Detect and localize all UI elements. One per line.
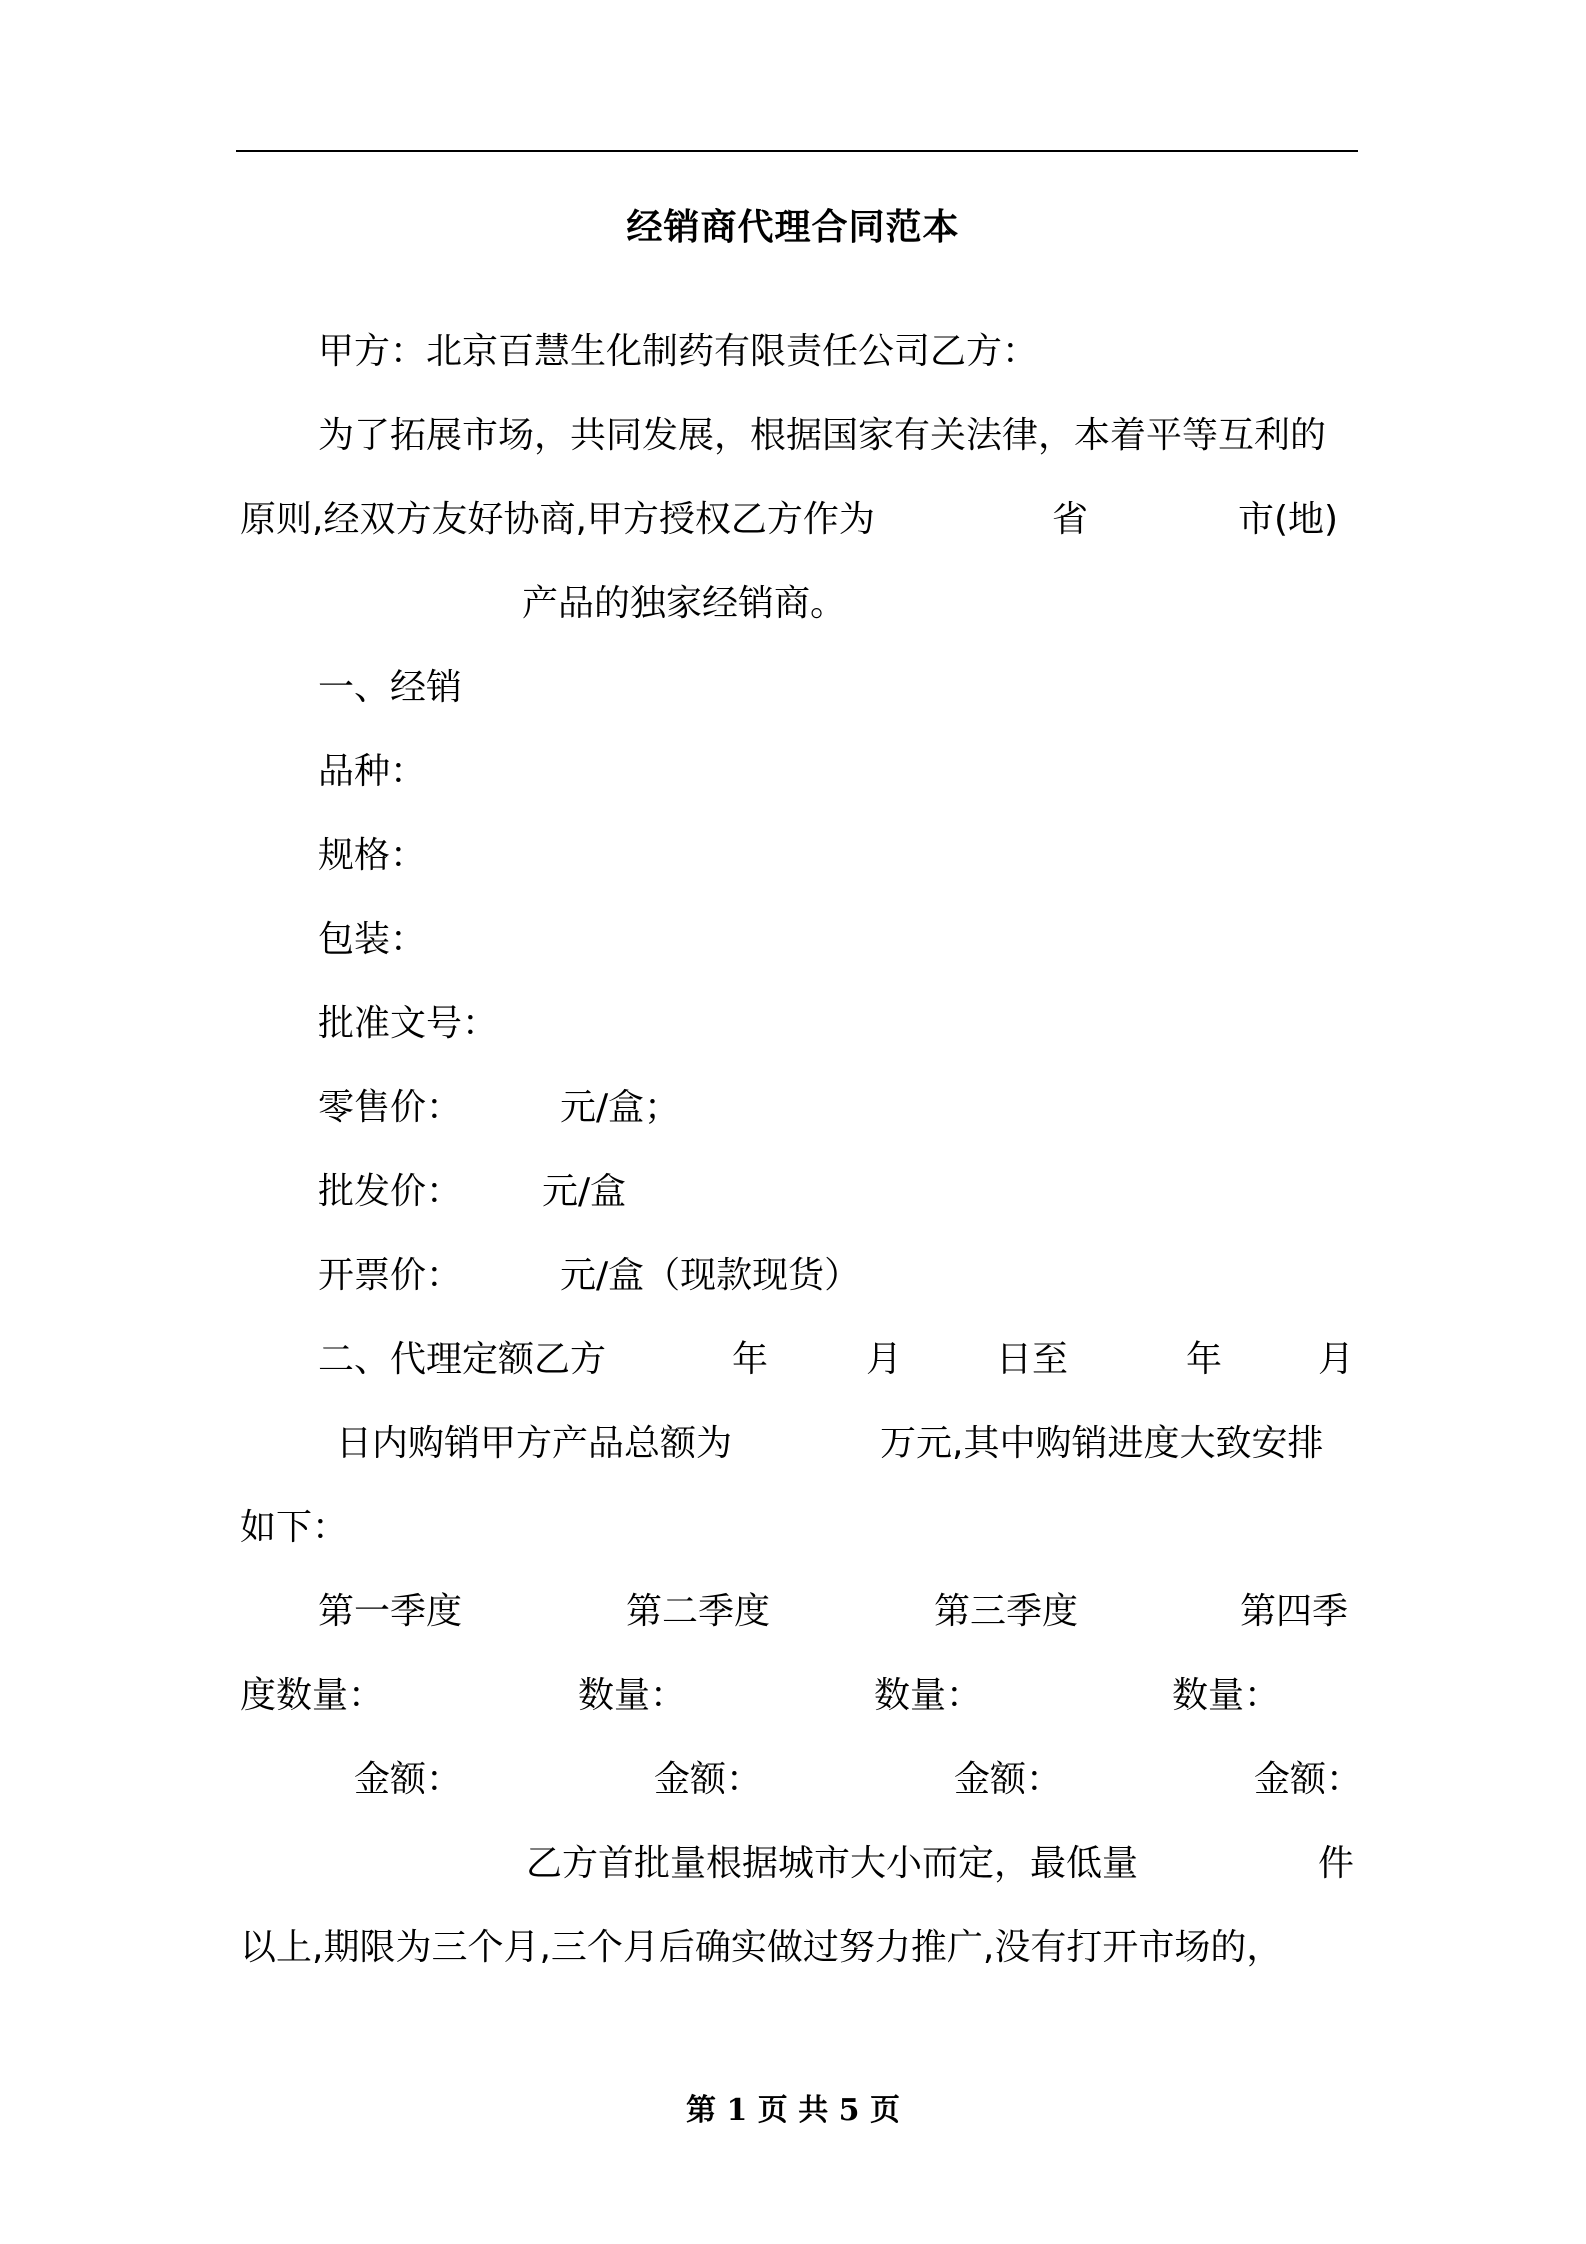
quarter-1-label: 第一季度 (318, 1591, 463, 1632)
intro-text-1: 为了拓展市场，共同发展，根据国家有关法律，本着平等互利的 (318, 415, 1327, 456)
amount-3-label: 金额： (954, 1759, 1063, 1800)
quarter-4-label: 第四季 (1240, 1591, 1349, 1632)
amount-2-label: 金额： (654, 1759, 763, 1800)
amount-4-label: 金额： (1254, 1759, 1363, 1800)
intro-city: 市(地) (1238, 499, 1339, 540)
variety-label: 品种： (318, 751, 427, 792)
quota-year-1: 年 (732, 1339, 769, 1380)
intro-line-2 (240, 490, 1358, 550)
retail-price-unit: 元/盒； (560, 1087, 681, 1128)
quota-day-to: 日至 (996, 1339, 1069, 1380)
quarter-3-label: 第三季度 (934, 1591, 1079, 1632)
intro-line-1 (318, 406, 1358, 466)
quota-month-1: 月 (866, 1339, 903, 1380)
quota-year-2: 年 (1186, 1339, 1223, 1380)
first-batch-unit: 件 (1318, 1843, 1355, 1884)
first-batch-text: 乙方首批量根据城市大小而定，最低量 (526, 1843, 1139, 1884)
quantity-4-label: 数量： (1172, 1675, 1281, 1716)
wholesale-price-unit: 元/盒 (542, 1171, 627, 1212)
party-a-line: 甲方：北京百慧生化制药有限责任公司乙方： (318, 331, 1039, 372)
quantity-2-label: 数量： (578, 1675, 687, 1716)
page-number-label: 第 1 页 共 5 页 (686, 2093, 900, 2128)
section2-heading: 二、代理定额乙方 (318, 1339, 607, 1380)
document-title: 经销商代理合同范本 (626, 207, 960, 248)
packaging-label: 包装： (318, 919, 427, 960)
page-footer (0, 2086, 1586, 2136)
approval-no-label: 批准文号： (318, 1003, 499, 1044)
retail-price-label: 零售价： (318, 1087, 463, 1128)
intro-line-3: 产品的独家经销商。 (522, 583, 847, 624)
header-rule (236, 150, 1358, 152)
quota-month-2: 月 (1318, 1339, 1355, 1380)
intro-text-2a: 原则,经双方友好协商,甲方授权乙方作为 (240, 499, 875, 540)
quota-line-3: 如下： (240, 1507, 349, 1548)
quantity-1-label: 度数量： (240, 1675, 385, 1716)
intro-province: 省 (1052, 499, 1089, 540)
section1-heading: 一、经销 (318, 667, 463, 708)
quota-line-2a: 日内购销甲方产品总额为 (336, 1423, 733, 1464)
spec-label: 规格： (318, 835, 427, 876)
last-line: 以上,期限为三个月,三个月后确实做过努力推广,没有打开市场的， (240, 1927, 1283, 1968)
quota-line-2b: 万元,其中购销进度大致安排 (880, 1423, 1324, 1464)
amount-1-label: 金额： (354, 1759, 463, 1800)
quarter-2-label: 第二季度 (626, 1591, 771, 1632)
wholesale-price-label: 批发价： (318, 1171, 463, 1212)
invoice-price-unit: 元/盒（现款现货） (560, 1255, 861, 1296)
invoice-price-label: 开票价： (318, 1255, 463, 1296)
quantity-3-label: 数量： (874, 1675, 983, 1716)
